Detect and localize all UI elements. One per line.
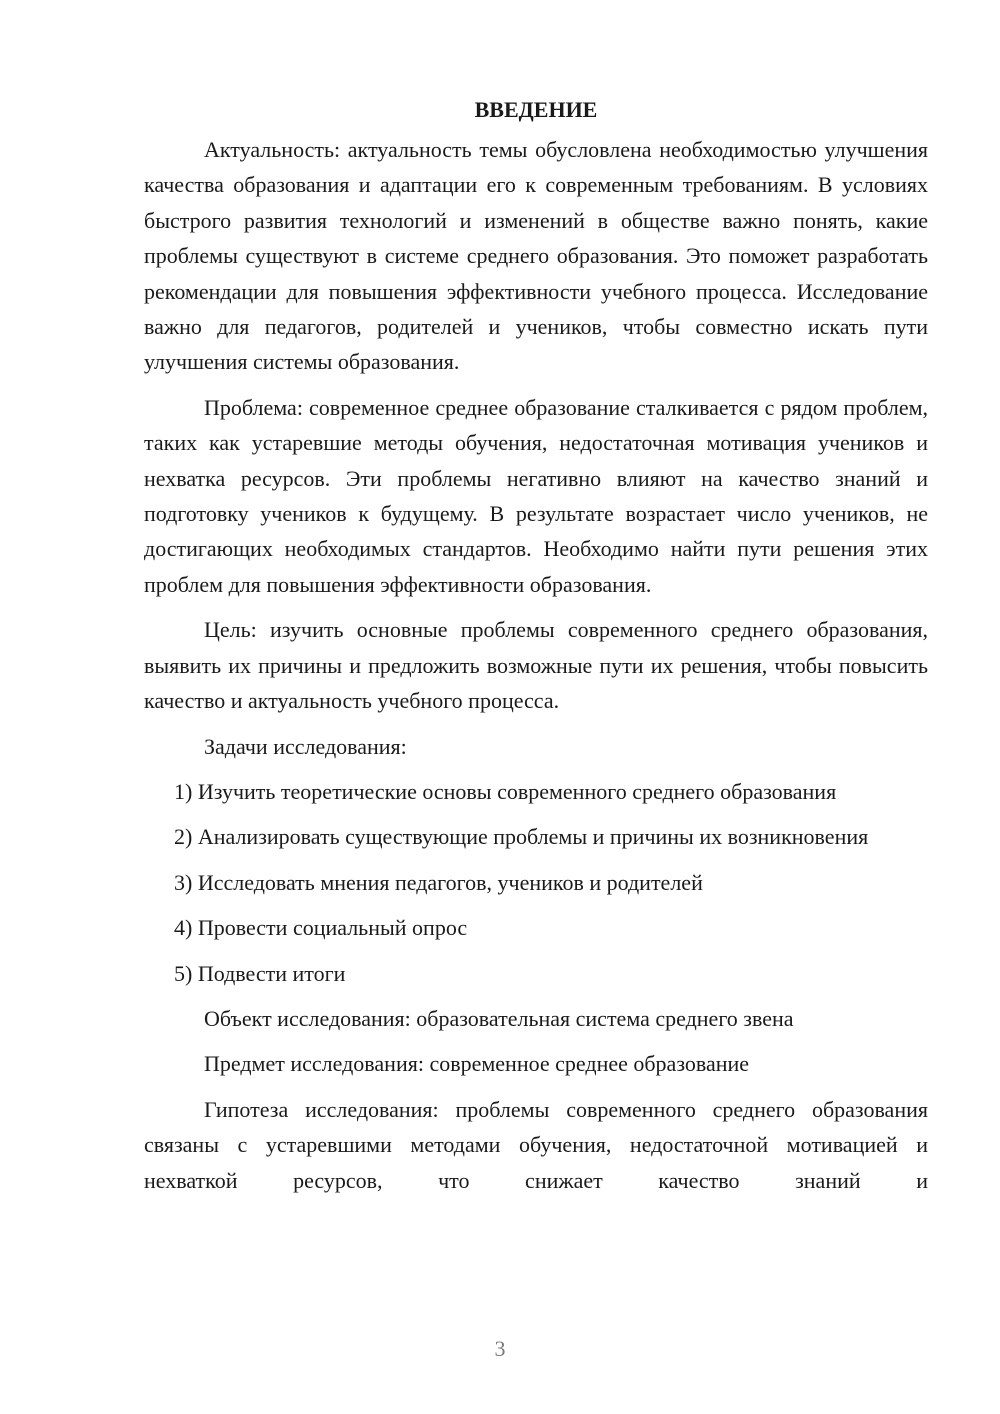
task-item-2: 2) Анализировать существующие проблемы и причины их возникновения: [174, 824, 869, 850]
task-item-5: 5) Подвести итоги: [174, 960, 346, 986]
page-number: 3: [494, 1336, 506, 1361]
task-item-4: 4) Провести социальный опрос: [174, 915, 468, 941]
tasks-heading: Задачи исследования:: [204, 733, 407, 759]
paragraph-object: Объект исследования: образовательная система среднего звена: [204, 1005, 794, 1031]
section-title: ВВЕДЕНИЕ: [474, 97, 598, 122]
paragraph-subject: Предмет исследования: современное среднее образование: [204, 1051, 750, 1077]
paragraph-problem: Проблема: современное среднее образование сталкивается с рядом проблем, таких как устаревшие методы обучения, недостаточная мотивация учеников и нехватка ресурсов. Эти проблемы негативно влияют на качество знаний и подготовку учеников к будущему. В результате возрастает число учеников, не достигающих необходимых стандартов. Необходимо найти пути решения этих проблем для повышения эффективности образования.: [144, 394, 928, 597]
paragraph-hypothesis: Гипотеза исследования: проблемы современного среднего образования связаны с устаревшими методами обучения, недостаточной мотивацией и нехваткой ресурсов, что снижает качество знаний и: [144, 1096, 928, 1193]
task-item-1: 1) Изучить теоретические основы современного среднего образования: [174, 778, 837, 804]
document-page: [144, 92, 928, 1198]
paragraph-actuality: Актуальность: актуальность темы обусловлена необходимостью улучшения качества образования и адаптации его к современным требованиям. В условиях быстрого развития технологий и изменений в обществе важно понять, какие проблемы существуют в системе среднего образования. Это поможет разработать рекомендации для повышения эффективности учебного процесса. Исследование важно для педагогов, родителей и учеников, чтобы совместно искать пути улучшения системы образования.: [144, 137, 928, 375]
paragraph-goal: Цель: изучить основные проблемы современного среднего образования, выявить их причины и предложить возможные пути их решения, чтобы повысить качество и актуальность учебного процесса.: [144, 617, 928, 714]
task-item-3: 3) Исследовать мнения педагогов, учеников и родителей: [174, 869, 703, 895]
